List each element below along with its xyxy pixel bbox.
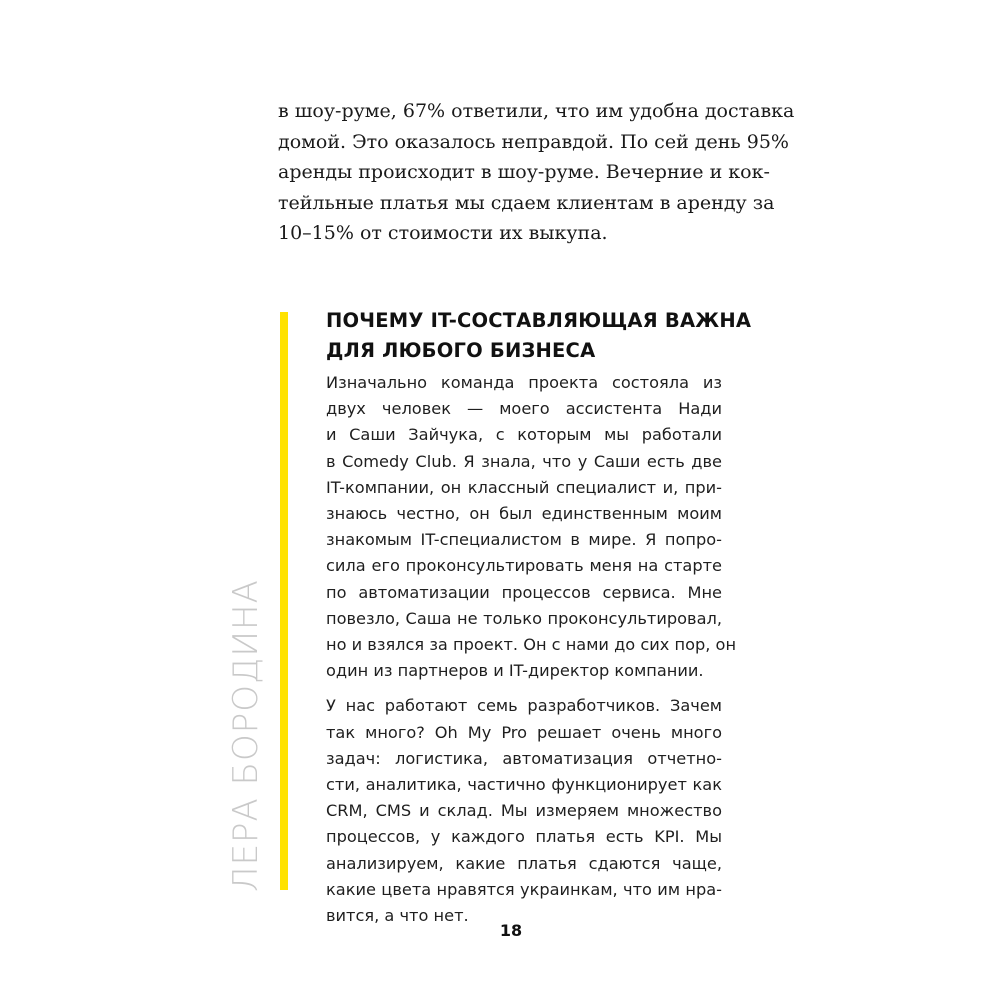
text-line: вится, а что нет. <box>326 906 469 926</box>
heading-line: ДЛЯ ЛЮБОГО БИЗНЕСА <box>326 339 596 362</box>
author-name-vertical: ЛЕРА БОРОДИНА <box>226 579 266 892</box>
text-line: так много? Oh My Pro решает очень много <box>326 722 722 742</box>
text-line: Изначально команда проекта состояла из <box>326 373 722 392</box>
text-line: какие цвета нравятся украинкам, что им нра- <box>326 879 722 899</box>
text-line: знакомым IT-специалистом в мире. Я попро- <box>326 530 722 550</box>
section-paragraph-2 <box>326 693 722 929</box>
page-number: 18 <box>499 921 523 940</box>
text-line: анализируем, какие платья сдаются чаще, <box>326 853 722 873</box>
section-paragraph-1 <box>326 370 737 684</box>
section-heading <box>326 306 752 366</box>
text-line: один из партнеров и IT-директор компании. <box>326 661 704 681</box>
text-line: CRM, CMS и склад. Мы измеряем множество <box>326 801 722 821</box>
text-line: тейльные платья мы сдаем клиентам в аренду за <box>278 191 775 214</box>
text-line: знаюсь честно, он был единственным моим <box>326 504 722 524</box>
text-line: 10–15% от стоимости их выкупа. <box>278 222 608 245</box>
text-line: сти, аналитика, частично функционирует как <box>326 775 722 795</box>
text-line: в Comedy Club. Я знала, что у Саши есть две <box>326 451 722 471</box>
text-line: процессов, у каждого платья есть KPI. Мы <box>326 827 722 847</box>
text-line: аренды происходит в шоу-руме. Вечерние и кок- <box>278 161 770 184</box>
intro-paragraph <box>278 96 795 249</box>
text-line: сила его проконсультировать меня на старте <box>326 556 722 576</box>
text-line: повезло, Саша не только проконсультировал, <box>326 608 722 628</box>
text-line: и Саши Зайчука, с которым мы работали <box>326 425 722 445</box>
text-line: но и взялся за проект. Он с нами до сих пор, он <box>326 635 737 655</box>
yellow-accent-bar <box>280 312 288 890</box>
text-line: IT-компании, он классный специалист и, при- <box>326 477 722 497</box>
text-line: двух человек — моего ассистента Нади <box>326 399 722 419</box>
text-line: задач: логистика, автоматизация отчетно- <box>326 748 722 768</box>
text-line: домой. Это оказалось неправдой. По сей день 95% <box>278 130 789 153</box>
heading-line: ПОЧЕМУ IT-СОСТАВЛЯЮЩАЯ ВАЖНА <box>326 309 752 332</box>
text-line: в шоу-руме, 67% ответили, что им удобна доставка <box>278 100 795 122</box>
text-line: по автоматизации процессов сервиса. Мне <box>326 582 722 602</box>
text-line: У нас работают семь разработчиков. Зачем <box>326 696 722 716</box>
section-it <box>326 306 752 929</box>
